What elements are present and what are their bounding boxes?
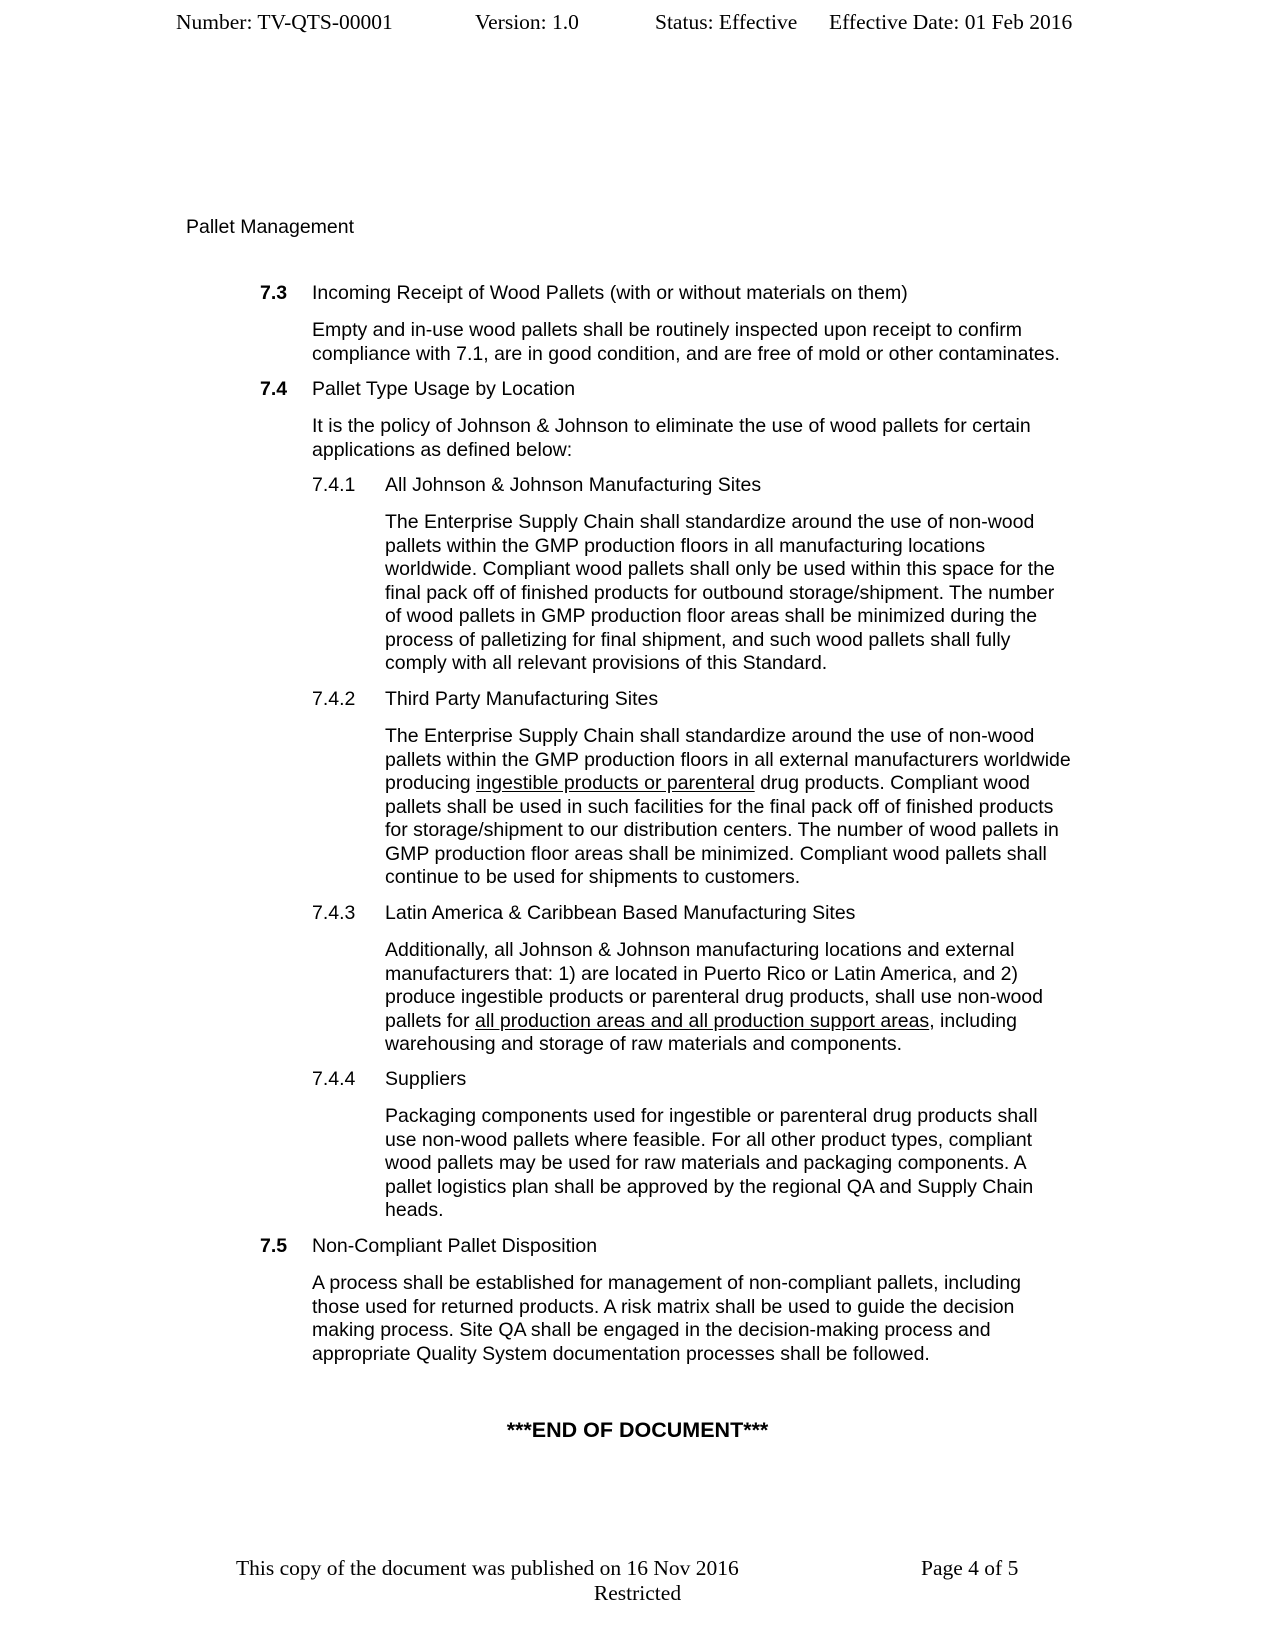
section-7-5-number: 7.5 xyxy=(260,1235,288,1257)
underlined-phrase: ingestible products or parenteral xyxy=(476,772,755,794)
section-7-4-1-body: The Enterprise Supply Chain shall standardize around the use of non-wood pallets within the GMP production floors in all manufacturing locations worldwide. Compliant wood pallets shall only be used within this space for the final pack off of finished products for outbound storage/shipment. The number of wood pallets in GMP production floor areas shall be minimized during the process of palletizing for final shipment, and such wood pallets shall fully comply with all relevant provisions of this Standard. xyxy=(385,511,1055,674)
doc-title: Pallet Management xyxy=(186,216,355,238)
section-7-5-body: A process shall be established for management of non-compliant pallets, including those used for returned products. A risk matrix shall be used to guide the decision making process. Site QA shall be engaged in the decision-making process and appropriate Quality System documentation processes shall be followed. xyxy=(312,1272,1021,1365)
doc-status: Status: Effective xyxy=(655,10,798,34)
section-7-4-3-body: Additionally, all Johnson & Johnson manufacturing locations and external manufacturers that: 1) are located in Puerto Rico or Latin America, and 2) produce ingestible products or parenteral drug products, shall use non-wood pallets for all production areas and all production support areas, including warehousing and storage of raw materials and components. xyxy=(385,939,1043,1055)
section-7-4-2-body: The Enterprise Supply Chain shall standardize around the use of non-wood pallets within the GMP production floors in all external manufacturers worldwide producing ingestible products or parenteral drug products. Compliant wood pallets shall be used in such facilities for the final pack off of finished products for storage/shipment to our distribution centers. The number of wood pallets in GMP production floor areas shall be minimized. Compliant wood pallets shall continue to be used for shipments to customers. xyxy=(385,725,1071,888)
end-of-document: ***END OF DOCUMENT*** xyxy=(506,1418,769,1442)
section-7-4-4-title: Suppliers xyxy=(385,1068,467,1090)
section-7-4-2-number: 7.4.2 xyxy=(312,688,356,710)
doc-number: Number: TV-QTS-00001 xyxy=(176,10,393,34)
section-7-4-title: Pallet Type Usage by Location xyxy=(312,378,576,400)
doc-version: Version: 1.0 xyxy=(475,10,579,34)
section-7-4-body: It is the policy of Johnson & Johnson to eliminate the use of wood pallets for certain applications as defined below: xyxy=(312,415,1031,461)
underlined-phrase: all production areas and all production support areas xyxy=(474,1009,930,1032)
section-7-3-title: Incoming Receipt of Wood Pallets (with or without materials on them) xyxy=(312,282,908,304)
footer-published: This copy of the document was published on 16 Nov 2016 xyxy=(236,1556,739,1580)
footer-classification: Restricted xyxy=(593,1581,682,1605)
section-7-3-number: 7.3 xyxy=(260,282,288,304)
section-7-4-3-title: Latin America & Caribbean Based Manufacturing Sites xyxy=(385,902,856,924)
section-7-4-3-number: 7.4.3 xyxy=(312,902,356,924)
section-7-5-title: Non-Compliant Pallet Disposition xyxy=(312,1235,598,1257)
footer-page-number: Page 4 of 5 xyxy=(921,1556,1019,1580)
section-7-4-1-title: All Johnson & Johnson Manufacturing Sites xyxy=(385,474,762,496)
section-7-3-body: Empty and in-use wood pallets shall be routinely inspected upon receipt to confirm compliance with 7.1, are in good condition, and are free of mold or other contaminates. xyxy=(312,319,1060,365)
section-7-4-4-body: Packaging components used for ingestible or parenteral drug products shall use non-wood pallets where feasible. For all other product types, compliant wood pallets may be used for raw materials and packaging components. A pallet logistics plan shall be approved by the regional QA and Supply Chain heads. xyxy=(385,1105,1038,1221)
section-7-4-4-number: 7.4.4 xyxy=(312,1068,356,1090)
doc-effective-date: Effective Date: 01 Feb 2016 xyxy=(829,10,1073,34)
section-7-4-number: 7.4 xyxy=(260,378,288,400)
section-7-4-2-title: Third Party Manufacturing Sites xyxy=(385,688,659,710)
section-7-4-1-number: 7.4.1 xyxy=(312,474,356,496)
